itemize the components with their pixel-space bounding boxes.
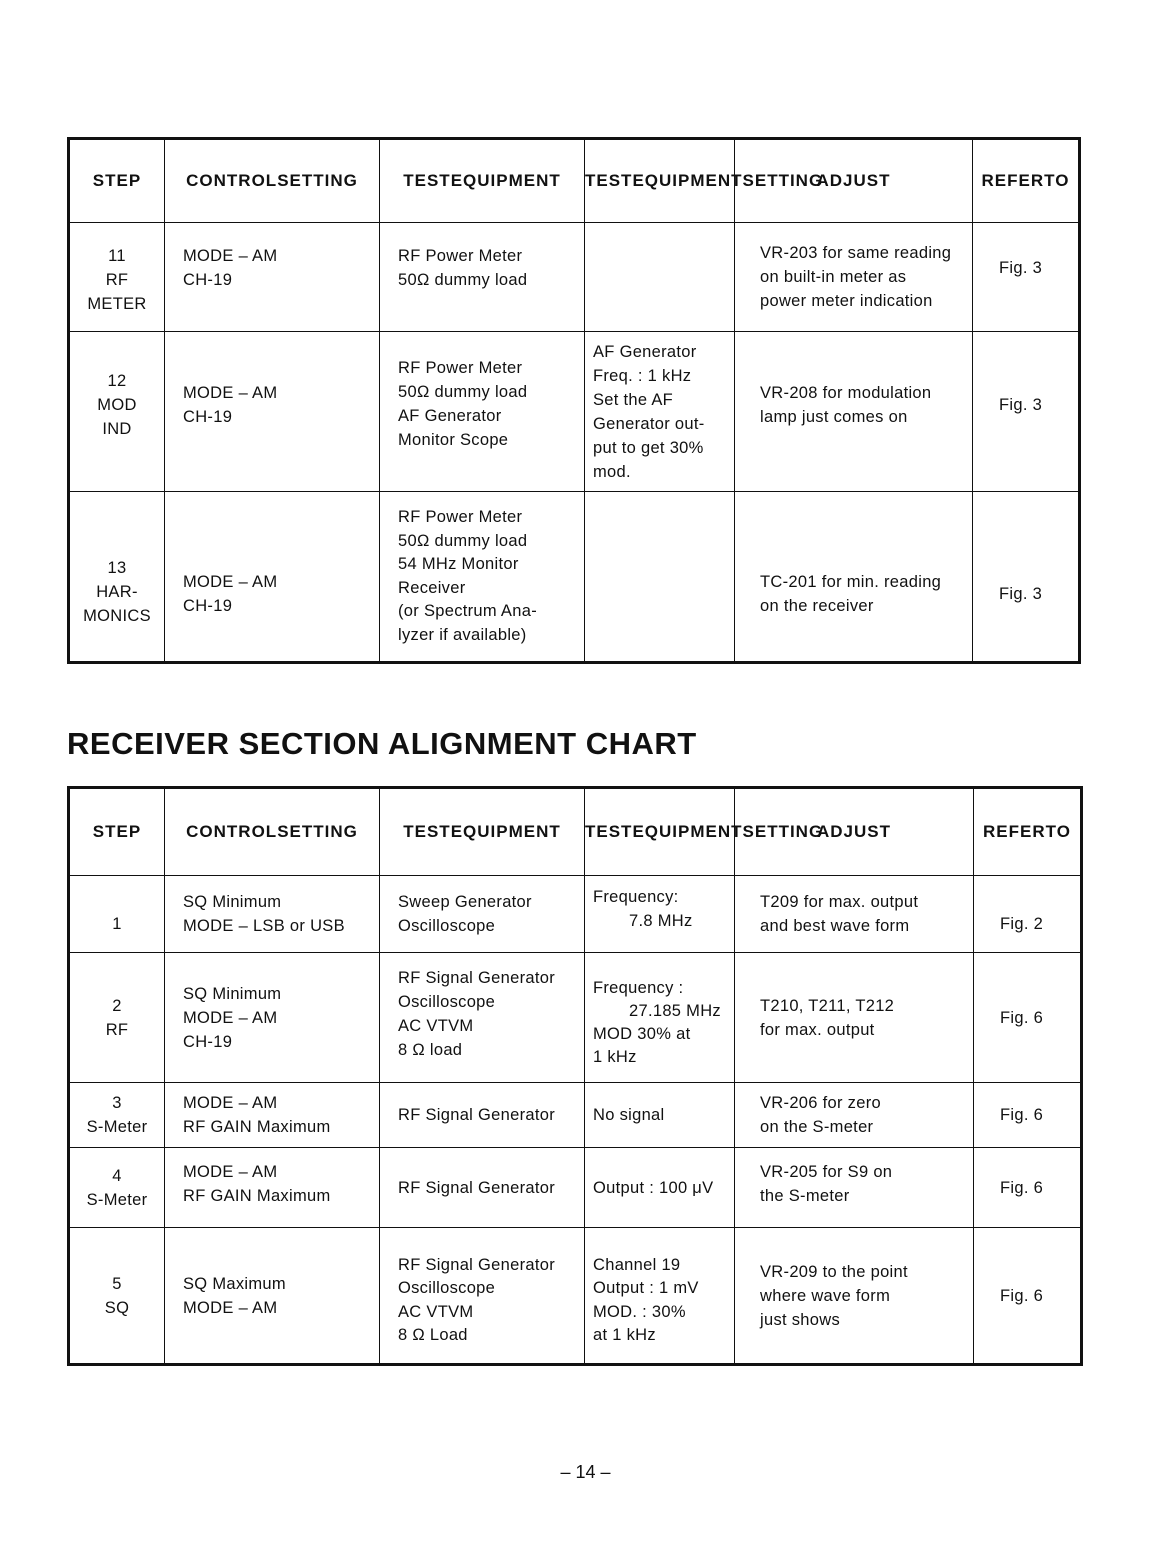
page-number: – 14 – [560, 1462, 611, 1482]
control-setting-cell: SQ Maximum MODE – AM [165, 1228, 380, 1365]
step-cell: 12 MOD IND [69, 332, 165, 492]
header-adjust: ADJUST [735, 788, 974, 876]
header-step: STEP [69, 788, 165, 876]
adjust-cell: T209 for max. output and best wave form [735, 876, 974, 953]
transmitter-alignment-table [67, 137, 1081, 664]
table-row [69, 1228, 1082, 1365]
control-setting-cell: MODE – AM RF GAIN Maximum [165, 1083, 380, 1148]
refer-cell: Fig. 6 [974, 1083, 1082, 1148]
header-test-equipment-setting: TESTEQUIPMENTSETTING [585, 788, 735, 876]
equipment-setting-cell: Frequency: 7.8 MHz [585, 876, 735, 953]
test-equipment-cell: Sweep Generator Oscilloscope [380, 876, 585, 953]
header-control-setting: CONTROLSETTING [165, 139, 380, 223]
table-row [69, 492, 1080, 663]
table-row [69, 1148, 1082, 1228]
control-setting-cell: MODE – AM CH-19 [165, 223, 380, 332]
table-row [69, 1083, 1082, 1148]
refer-cell: Fig. 3 [973, 332, 1080, 492]
equipment-setting-cell [585, 492, 735, 663]
header-adjust: ADJUST [735, 139, 973, 223]
test-equipment-cell: RF Power Meter 50Ω dummy load [380, 223, 585, 332]
step-cell: 13 HAR- MONICS [69, 492, 165, 663]
equipment-setting-cell: Frequency : 27.185 MHz MOD 30% at 1 kHz [585, 953, 735, 1083]
control-setting-cell: MODE – AM CH-19 [165, 332, 380, 492]
header-control-setting: CONTROLSETTING [165, 788, 380, 876]
refer-cell: Fig. 6 [974, 1148, 1082, 1228]
control-setting-cell: SQ Minimum MODE – AM CH-19 [165, 953, 380, 1083]
header-test-equipment-setting: TESTEQUIPMENTSETTING [585, 139, 735, 223]
header-test-equipment: TESTEQUIPMENT [380, 139, 585, 223]
equipment-setting-cell: Channel 19 Output : 1 mV MOD. : 30% at 1 kHz [585, 1228, 735, 1365]
step-cell: 11 RF METER [69, 223, 165, 332]
control-setting-cell: MODE – AM RF GAIN Maximum [165, 1148, 380, 1228]
step-cell: 3 S-Meter [69, 1083, 165, 1148]
adjust-cell: VR-206 for zero on the S-meter [735, 1083, 974, 1148]
refer-cell: Fig. 3 [973, 492, 1080, 663]
header-step: STEP [69, 139, 165, 223]
table-row [69, 953, 1082, 1083]
receiver-alignment-table [67, 786, 1083, 1366]
refer-cell: Fig. 6 [974, 1228, 1082, 1365]
table-row [69, 223, 1080, 332]
header-row [69, 788, 1082, 876]
header-refer-to: REFERTO [973, 139, 1080, 223]
table-row [69, 876, 1082, 953]
equipment-setting-cell [585, 223, 735, 332]
step-cell: 1 [69, 876, 165, 953]
section-title: RECEIVER SECTION ALIGNMENT CHART [67, 726, 697, 761]
adjust-cell: TC-201 for min. reading on the receiver [735, 492, 973, 663]
test-equipment-cell: RF Signal Generator Oscilloscope AC VTVM 8 Ω load [380, 953, 585, 1083]
adjust-cell: VR-203 for same reading on built-in meter as power meter indication [735, 223, 973, 332]
adjust-cell: VR-205 for S9 on the S-meter [735, 1148, 974, 1228]
step-cell: 5 SQ [69, 1228, 165, 1365]
adjust-cell: VR-208 for modulation lamp just comes on [735, 332, 973, 492]
test-equipment-cell: RF Power Meter 50Ω dummy load 54 MHz Monitor Receiver (or Spectrum Ana- lyzer if available) [380, 492, 585, 663]
refer-cell: Fig. 6 [974, 953, 1082, 1083]
equipment-setting-cell: Output : 100 μV [585, 1148, 735, 1228]
header-test-equipment: TESTEQUIPMENT [380, 788, 585, 876]
adjust-cell: T210, T211, T212 for max. output [735, 953, 974, 1083]
control-setting-cell: MODE – AM CH-19 [165, 492, 380, 663]
test-equipment-cell: RF Signal Generator [380, 1148, 585, 1228]
adjust-cell: VR-209 to the point where wave form just shows [735, 1228, 974, 1365]
step-cell: 4 S-Meter [69, 1148, 165, 1228]
header-refer-to: REFERTO [974, 788, 1082, 876]
equipment-setting-cell: No signal [585, 1083, 735, 1148]
header-row [69, 139, 1080, 223]
refer-cell: Fig. 3 [973, 223, 1080, 332]
test-equipment-cell: RF Power Meter 50Ω dummy load AF Generator Monitor Scope [380, 332, 585, 492]
table-row [69, 332, 1080, 492]
equipment-setting-cell: AF Generator Freq. : 1 kHz Set the AF Generator out- put to get 30% mod. [585, 332, 735, 492]
test-equipment-cell: RF Signal Generator [380, 1083, 585, 1148]
step-cell: 2 RF [69, 953, 165, 1083]
control-setting-cell: SQ Minimum MODE – LSB or USB [165, 876, 380, 953]
refer-cell: Fig. 2 [974, 876, 1082, 953]
test-equipment-cell: RF Signal Generator Oscilloscope AC VTVM 8 Ω Load [380, 1228, 585, 1365]
